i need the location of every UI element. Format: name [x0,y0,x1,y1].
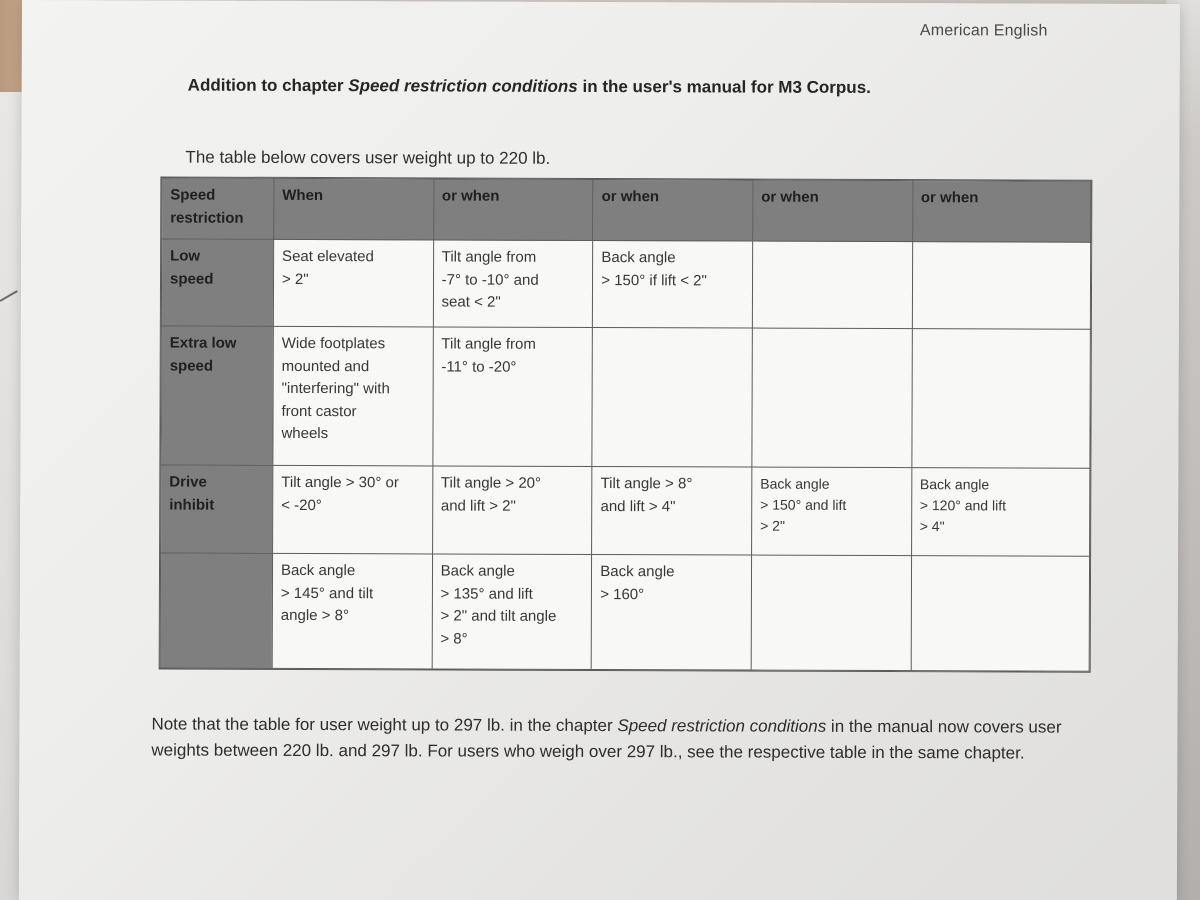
language-label: American English [919,22,1048,40]
table-cell: Back angle > 135° and lift > 2" and tilt angle > 8° [432,554,592,670]
table-row [161,326,1090,468]
heading-prefix: Addition to chapter [187,75,349,96]
table-cell [752,241,912,329]
table-cell: Seat elevated > 2" [273,239,433,327]
speed-restriction-table [160,177,1092,671]
header-when: When [274,178,434,240]
table-row [161,239,1090,329]
table-cell [592,327,752,467]
note-prefix: Note that the table for user weight up to 297 lb. in the chapter [151,714,618,736]
table-cell: Back angle > 145° and tilt angle > 8° [272,553,432,669]
table-intro-text: The table below covers user weight up to 220 lb. [185,147,551,168]
table-cell: Tilt angle > 20° and lift > 2" [432,466,592,555]
table-row [160,553,1089,671]
table-cell [751,555,911,671]
table-cell: Back angle > 160° [591,554,751,670]
page-heading [188,76,871,98]
row-label-drive-inhibit-continued [160,553,272,668]
header-or-when-2: or when [593,179,753,241]
header-or-when-1: or when [433,179,593,241]
table-cell [911,556,1090,672]
header-or-when-3: or when [753,180,913,242]
table-note [151,711,1086,767]
table-cell [752,328,912,468]
note-suffix: in the manual now covers user weights between 220 lb. and 297 lb. For users who weigh over 297 lb., see the respective table in the same chapter. [151,716,1062,763]
table-header-row [162,178,1091,242]
table-cell [911,329,1090,469]
table-cell: Tilt angle > 30° or < -20° [273,465,433,554]
row-label-drive-inhibit: Drive inhibit [161,465,273,553]
table-cell [912,242,1091,330]
header-speed-restriction: Speed restriction [162,178,274,239]
table-cell: Tilt angle from -11° to -20° [433,327,593,467]
table-cell: Tilt angle > 8° and lift > 4" [592,466,752,555]
row-label-low-speed: Low speed [161,239,273,326]
table-cell: Tilt angle from -7° to -10° and seat < 2" [433,240,593,328]
header-or-when-4: or when [912,181,1091,243]
row-label-extra-low-speed: Extra low speed [161,326,273,465]
table-cell: Back angle > 150° if lift < 2" [593,240,753,328]
table-cell: Wide footplates mounted and "interfering" with front castor wheels [273,326,433,466]
heading-suffix: in the user's manual for M3 Corpus. [577,76,871,97]
note-italic-chapter: Speed restriction conditions [617,716,827,736]
table-cell: Back angle > 150° and lift > 2" [752,467,912,556]
table-row [161,465,1090,556]
heading-italic-chapter: Speed restriction conditions [348,76,578,96]
table-cell: Back angle > 120° and lift > 4" [911,468,1090,557]
paper-page [19,0,1180,900]
